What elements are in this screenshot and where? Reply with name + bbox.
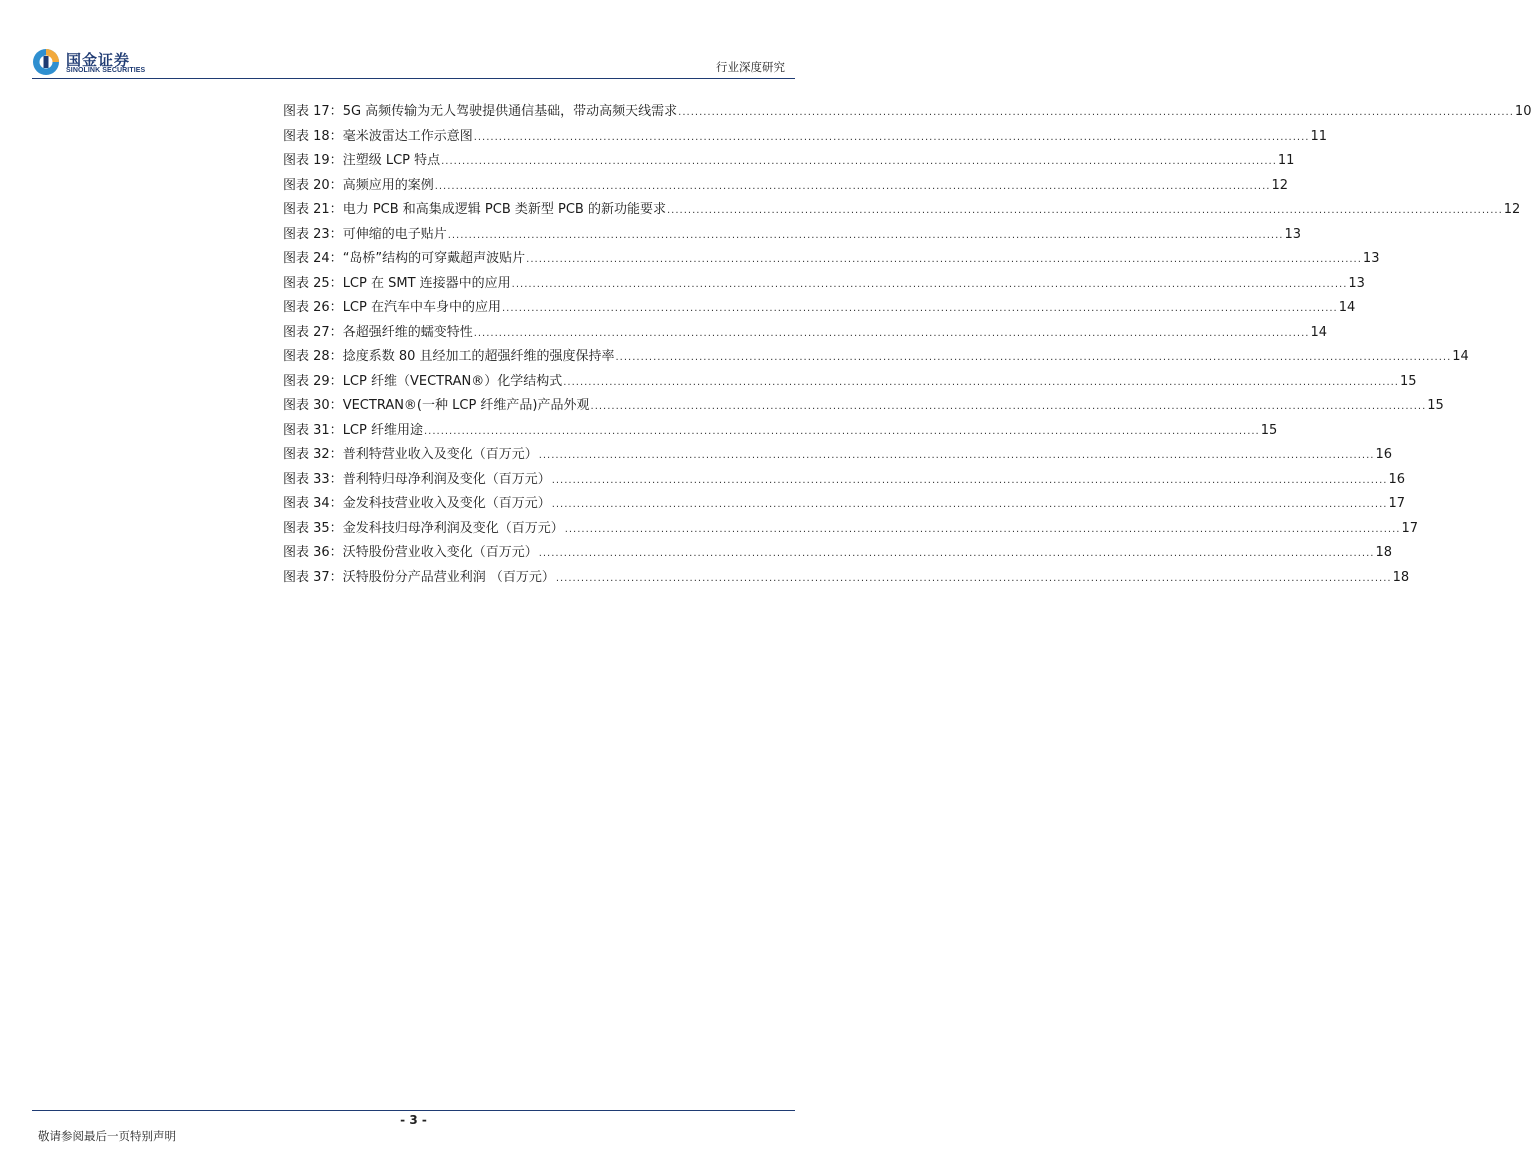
- toc-leader-dots: ........................................................................................................................................................................................................: [538, 450, 1375, 461]
- toc-entry-page-number: 12: [1503, 202, 1521, 217]
- toc-entry-page-number: 16: [1388, 471, 1405, 487]
- toc-leader-dots: ........................................................................................................................................................................................................: [434, 180, 1271, 192]
- toc-entry[interactable]: [283, 345, 1469, 370]
- toc-leader-dots: ........................................................................................................................................................................................................: [538, 548, 1375, 559]
- logo-chinese-name: 国金证券: [66, 51, 131, 69]
- toc-entry-title: 金发科技归母净利润及变化（百万元）: [342, 520, 564, 536]
- toc-entry-title: 普利特营业收入及变化（百万元）: [342, 447, 538, 462]
- toc-entry-page-number: 11: [1310, 128, 1327, 144]
- toc-entry-label: 图表 18：: [283, 128, 343, 144]
- toc-entry-label: 图表 36：: [283, 545, 343, 560]
- toc-entry-label: 图表 35：: [283, 520, 343, 536]
- toc-entry-label: 图表 19：: [283, 153, 343, 168]
- toc-entry[interactable]: [283, 296, 1356, 321]
- toc-entry-title: 捻度系数 80 且经加工的超强纤维的强度保持率: [342, 349, 615, 364]
- toc-entry-page-number: 14: [1338, 300, 1356, 315]
- toc-leader-dots: ........................................................................................................................................................................................................: [526, 254, 1362, 265]
- toc-entry-page-number: 15: [1399, 373, 1417, 389]
- toc-entry-title: 金发科技营业收入及变化（百万元）: [342, 496, 551, 511]
- toc-entry-page-number: 12: [1271, 177, 1288, 193]
- toc-entry-title: 5G 高频传输为无人驾驶提供通信基础，带动高频天线需求: [342, 104, 678, 119]
- toc-leader-dots: ........................................................................................................................................................................................................: [511, 278, 1348, 290]
- toc-leader-dots: ........................................................................................................................................................................................................: [551, 474, 1388, 486]
- toc-entry-title: LCP 在汽车中车身中的应用: [342, 300, 501, 315]
- toc-leader-dots: ........................................................................................................................................................................................................: [447, 229, 1284, 241]
- toc-leader-dots: ........................................................................................................................................................................................................: [555, 572, 1392, 584]
- toc-entry-title: LCP 纤维用途: [342, 422, 423, 438]
- toc-entry[interactable]: [283, 272, 1365, 297]
- toc-entry-title: 注塑级 LCP 特点: [342, 153, 441, 168]
- toc-entry-title: LCP 在 SMT 连接器中的应用: [342, 275, 511, 291]
- toc-entry[interactable]: [283, 419, 1278, 444]
- toc-leader-dots: ........................................................................................................................................................................................................: [590, 401, 1427, 412]
- toc-entry-title: 沃特股份分产品营业利润 （百万元）: [342, 569, 555, 585]
- toc-entry-title: 各超强纤维的蠕变特性: [342, 324, 473, 340]
- toc-entry-label: 图表 29：: [283, 373, 343, 389]
- toc-entry[interactable]: [283, 492, 1405, 517]
- toc-entry[interactable]: [283, 198, 1521, 223]
- toc-entry-title: 电力 PCB 和高集成逻辑 PCB 类新型 PCB 的新功能要求: [342, 202, 666, 217]
- company-logo: [32, 46, 162, 80]
- page-number: - 3 -: [400, 1113, 427, 1127]
- toc-entry-label: 图表 34：: [283, 496, 343, 511]
- toc-entry-label: 图表 28：: [283, 349, 343, 364]
- toc-entry-title: 高频应用的案例: [342, 177, 434, 193]
- logo-mark-icon: [32, 48, 60, 76]
- toc-entry-label: 图表 32：: [283, 447, 343, 462]
- toc-leader-dots: ........................................................................................................................................................................................................: [667, 205, 1503, 216]
- toc-entry-page-number: 13: [1284, 226, 1301, 242]
- toc-entry-page-number: 18: [1392, 569, 1410, 585]
- toc-leader-dots: ........................................................................................................................................................................................................: [473, 327, 1310, 339]
- toc-entry[interactable]: [283, 566, 1410, 591]
- footer-divider: [32, 1110, 795, 1111]
- logo-english-name: SINOLINK SECURITIES: [66, 67, 146, 74]
- toc-entry[interactable]: [283, 541, 1392, 566]
- toc-entry-page-number: 11: [1277, 153, 1295, 168]
- toc-entry-label: 图表 37：: [283, 569, 343, 585]
- toc-leader-dots: ........................................................................................................................................................................................................: [441, 156, 1277, 167]
- toc-entry-page-number: 14: [1310, 324, 1327, 340]
- toc-entry-label: 图表 23：: [283, 226, 343, 242]
- toc-entry[interactable]: [283, 125, 1327, 150]
- toc-entry-label: 图表 20：: [283, 177, 343, 193]
- toc-entry-page-number: 18: [1375, 545, 1392, 560]
- toc-entry-page-number: 17: [1388, 496, 1405, 511]
- toc-entry-label: 图表 21：: [283, 202, 343, 217]
- disclaimer-note: 敬请参阅最后一页特别声明: [38, 1129, 176, 1143]
- toc-entry-label: 图表 26：: [283, 300, 343, 315]
- toc-entry-page-number: 13: [1362, 251, 1380, 266]
- toc-entry-title: 普利特归母净利润及变化（百万元）: [342, 471, 551, 487]
- toc-entry-label: 图表 31：: [283, 422, 343, 438]
- toc-entry-page-number: 13: [1348, 275, 1365, 291]
- toc-entry-title: 毫米波雷达工作示意图: [342, 128, 473, 144]
- toc-entry[interactable]: [283, 174, 1288, 199]
- toc-entry[interactable]: [283, 247, 1380, 272]
- toc-leader-dots: ........................................................................................................................................................................................................: [501, 303, 1338, 314]
- toc-entry-label: 图表 25：: [283, 275, 343, 291]
- toc-entry-title: “岛桥”结构的可穿戴超声波贴片: [342, 251, 526, 266]
- toc-entry-page-number: 16: [1375, 447, 1392, 462]
- toc-entry-label: 图表 27：: [283, 324, 343, 340]
- toc-entry[interactable]: [283, 100, 1531, 125]
- toc-entry[interactable]: [283, 517, 1418, 542]
- toc-leader-dots: ........................................................................................................................................................................................................: [564, 523, 1401, 535]
- toc-entry[interactable]: [283, 394, 1444, 419]
- toc-entry-page-number: 15: [1427, 398, 1444, 413]
- toc-entry-page-number: 10: [1514, 104, 1531, 119]
- toc-leader-dots: ........................................................................................................................................................................................................: [678, 107, 1514, 118]
- toc-leader-dots: ........................................................................................................................................................................................................: [473, 131, 1310, 143]
- toc-entry[interactable]: [283, 370, 1417, 395]
- toc-leader-dots: ........................................................................................................................................................................................................: [423, 425, 1260, 437]
- toc-entry-label: 图表 33：: [283, 471, 343, 487]
- toc-entry-title: 可伸缩的电子贴片: [342, 226, 447, 242]
- toc-leader-dots: ........................................................................................................................................................................................................: [551, 499, 1388, 510]
- header-divider: [32, 78, 795, 79]
- toc-entry[interactable]: [283, 223, 1301, 248]
- toc-entry-page-number: 15: [1260, 422, 1278, 438]
- toc-entry-page-number: 17: [1401, 520, 1418, 536]
- figure-index-list: [283, 100, 1531, 590]
- toc-entry-label: 图表 17：: [283, 104, 343, 119]
- toc-entry[interactable]: [283, 468, 1405, 493]
- toc-leader-dots: ........................................................................................................................................................................................................: [563, 376, 1399, 388]
- toc-entry-label: 图表 24：: [283, 251, 343, 266]
- toc-entry[interactable]: [283, 321, 1327, 346]
- toc-entry[interactable]: [283, 443, 1392, 468]
- report-section-label: 行业深度研究: [716, 60, 785, 74]
- toc-leader-dots: ........................................................................................................................................................................................................: [615, 352, 1452, 363]
- toc-entry[interactable]: [283, 149, 1295, 174]
- toc-entry-page-number: 14: [1452, 349, 1469, 364]
- toc-entry-title: VECTRAN®(一种 LCP 纤维产品)产品外观: [342, 398, 590, 413]
- toc-entry-title: LCP 纤维（VECTRAN®）化学结构式: [342, 373, 563, 389]
- toc-entry-title: 沃特股份营业收入变化（百万元）: [342, 545, 538, 560]
- toc-entry-label: 图表 30：: [283, 398, 343, 413]
